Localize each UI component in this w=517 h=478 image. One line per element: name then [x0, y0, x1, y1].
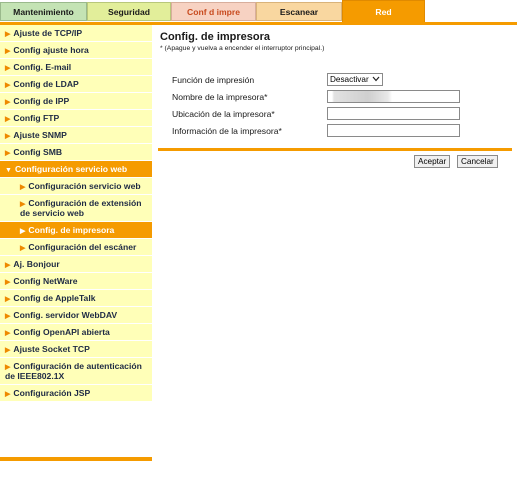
- arrow-right-icon: ▶: [5, 262, 11, 269]
- arrow-right-icon: ▶: [20, 228, 26, 235]
- arrow-right-icon: ▶: [5, 133, 11, 140]
- sidebar-subitem-servicio-web[interactable]: [0, 178, 152, 195]
- sidebar-item-snmp[interactable]: [0, 127, 152, 144]
- arrow-right-icon: ▶: [5, 364, 11, 371]
- sidebar-item-socket-tcp[interactable]: [0, 341, 152, 358]
- sidebar-item-label: Configuración del escáner: [28, 242, 137, 252]
- printer-form: [172, 73, 512, 141]
- sidebar-item-label: Config OpenAPI abierta: [13, 327, 110, 337]
- sidebar: [0, 25, 152, 402]
- print-function-select[interactable]: [327, 73, 383, 86]
- sidebar-subitem-escaner[interactable]: [0, 239, 152, 256]
- sidebar-item-servicio-web[interactable]: [0, 161, 152, 178]
- sidebar-item-label: Config de LDAP: [13, 79, 79, 89]
- arrow-right-icon: ▶: [5, 330, 11, 337]
- sidebar-item-label: Ajuste SNMP: [13, 130, 67, 140]
- sidebar-item-label: Configuración de autenticación de IEEE802.1X: [5, 361, 142, 381]
- sidebar-item-appletalk[interactable]: [0, 290, 152, 307]
- arrow-right-icon: ▶: [5, 82, 11, 89]
- tab-conf-d-impre[interactable]: Conf d impre: [171, 2, 256, 21]
- sidebar-item-label: Aj. Bonjour: [13, 259, 60, 269]
- print-function-label: Función de impresión: [172, 75, 255, 85]
- tab-red[interactable]: Red: [342, 0, 425, 23]
- form-row-print-function: [172, 73, 512, 90]
- printer-location-input[interactable]: [327, 107, 460, 120]
- sidebar-item-label: Ajuste de TCP/IP: [13, 28, 83, 38]
- arrow-right-icon: ▶: [5, 150, 11, 157]
- tab-seguridad[interactable]: Seguridad: [87, 2, 171, 21]
- sidebar-item-label: Config. E-mail: [13, 62, 72, 72]
- arrow-right-icon: ▶: [5, 99, 11, 106]
- arrow-right-icon: ▶: [5, 48, 11, 55]
- sidebar-item-bonjour[interactable]: [0, 256, 152, 273]
- form-divider: [158, 148, 512, 151]
- sidebar-item-jsp[interactable]: [0, 385, 152, 402]
- sidebar-item-ftp[interactable]: [0, 110, 152, 127]
- form-row-printer-location: [172, 107, 512, 124]
- restart-note: * (Apague y vuelva a encender el interruptor principal.): [160, 45, 325, 52]
- sidebar-item-label: Config. de impresora: [28, 225, 115, 235]
- tab-escanear[interactable]: Escanear: [256, 2, 342, 21]
- sidebar-item-smb[interactable]: [0, 144, 152, 161]
- chevron-down-icon: [372, 74, 380, 85]
- sidebar-item-label: Configuración JSP: [13, 388, 91, 398]
- sidebar-item-label: Config de IPP: [13, 96, 70, 106]
- main-content: [160, 31, 510, 136]
- sidebar-item-netware[interactable]: [0, 273, 152, 290]
- sidebar-item-label: Configuración de extensión de servicio web: [20, 198, 142, 218]
- arrow-right-icon: ▶: [20, 184, 26, 191]
- top-tab-bar: [0, 0, 517, 23]
- arrow-down-icon: ▼: [5, 167, 12, 174]
- sidebar-item-ldap[interactable]: [0, 76, 152, 93]
- form-row-printer-info: [172, 124, 512, 141]
- printer-location-label: Ubicación de la impresora*: [172, 109, 275, 119]
- printer-name-input[interactable]: [327, 90, 460, 103]
- sidebar-item-label: Configuración servicio web: [28, 181, 141, 191]
- sidebar-subitem-impresora[interactable]: [0, 222, 152, 239]
- arrow-right-icon: ▶: [5, 391, 11, 398]
- accept-button[interactable]: Aceptar: [414, 155, 450, 168]
- sidebar-item-label: Configuración servicio web: [14, 164, 128, 174]
- sidebar-item-tcpip[interactable]: [0, 25, 152, 42]
- sidebar-item-webdav[interactable]: [0, 307, 152, 324]
- arrow-right-icon: ▶: [5, 296, 11, 303]
- sidebar-item-ipp[interactable]: [0, 93, 152, 110]
- printer-info-input[interactable]: [327, 124, 460, 137]
- sidebar-item-label: Config. servidor WebDAV: [13, 310, 118, 320]
- print-function-value: Desactivar: [330, 75, 369, 84]
- arrow-right-icon: ▶: [5, 65, 11, 72]
- form-row-printer-name: [172, 90, 512, 107]
- sidebar-item-ieee8021x[interactable]: [0, 358, 152, 385]
- sidebar-item-label: Config ajuste hora: [13, 45, 89, 55]
- tab-mantenimiento[interactable]: Mantenimiento: [0, 2, 87, 21]
- arrow-right-icon: ▶: [20, 245, 26, 252]
- cancel-button[interactable]: Cancelar: [457, 155, 498, 168]
- arrow-right-icon: ▶: [5, 347, 11, 354]
- arrow-right-icon: ▶: [5, 31, 11, 38]
- sidebar-item-ajuste-hora[interactable]: [0, 42, 152, 59]
- sidebar-item-openapi[interactable]: [0, 324, 152, 341]
- sidebar-item-label: Ajuste Socket TCP: [13, 344, 90, 354]
- sidebar-bottom-bar: [0, 457, 152, 461]
- sidebar-item-label: Config NetWare: [13, 276, 78, 286]
- page-title: Config. de impresora: [160, 31, 271, 43]
- sidebar-item-label: Config SMB: [13, 147, 63, 157]
- printer-name-label: Nombre de la impresora*: [172, 92, 268, 102]
- arrow-right-icon: ▶: [5, 313, 11, 320]
- sidebar-item-email[interactable]: [0, 59, 152, 76]
- arrow-right-icon: ▶: [5, 279, 11, 286]
- arrow-right-icon: ▶: [20, 201, 26, 208]
- arrow-right-icon: ▶: [5, 116, 11, 123]
- sidebar-item-label: Config FTP: [13, 113, 60, 123]
- sidebar-subitem-extension-servicio-web[interactable]: [0, 195, 152, 222]
- printer-info-label: Información de la impresora*: [172, 126, 282, 136]
- sidebar-item-label: Config de AppleTalk: [13, 293, 96, 303]
